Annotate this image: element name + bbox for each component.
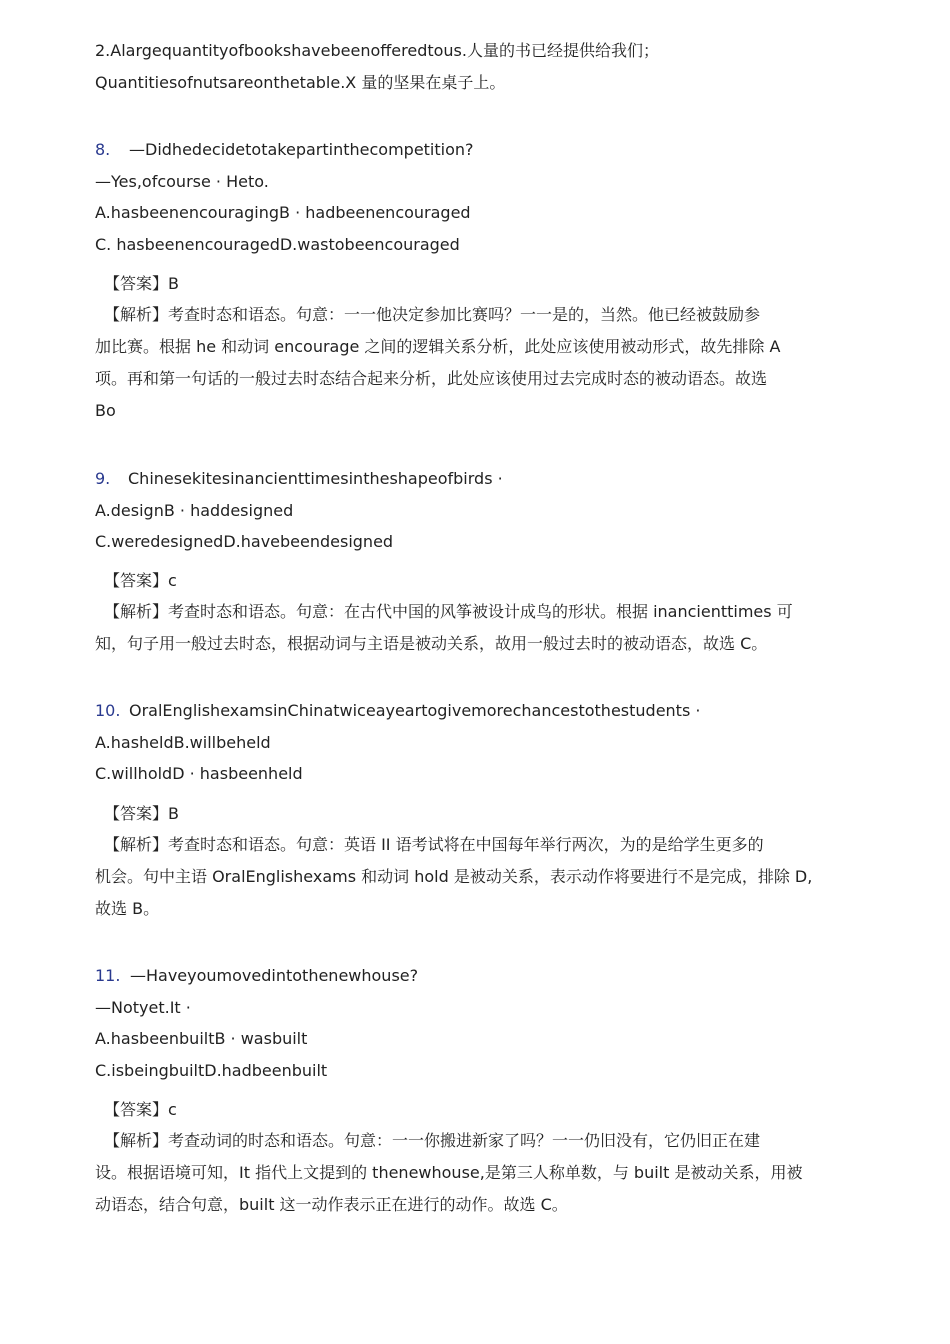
question-8-options-cd: C. hasbeenencouragedD.wastobeencouraged bbox=[95, 235, 460, 254]
question-text: —Haveyoumovedintothenewhouse? bbox=[130, 966, 419, 985]
intro-line-2: Quantitiesofnutsareonthetable.X 量的坚果在桌子上。 bbox=[95, 73, 506, 92]
answer-label: 【答案】B bbox=[104, 274, 179, 293]
question-text: Chinesekitesinancienttimesintheshapeofbirds · bbox=[128, 469, 503, 488]
analysis-line: 机会。句中主语 OralEnglishexams 和动词 hold 是被动关系，表示动作将要进行不是完成，排除 D, bbox=[95, 867, 813, 886]
analysis-line: 动语态，结合句意，built 这一动作表示正在进行的动作。故选 C。 bbox=[95, 1195, 568, 1214]
question-10-stem bbox=[95, 700, 700, 722]
analysis-line: Bo bbox=[95, 401, 116, 420]
question-8-analysis bbox=[95, 299, 855, 427]
analysis-line: 项。再和第一句话的一般过去时态结合起来分析，此处应该使用过去完成时态的被动语态。故选 bbox=[95, 369, 768, 388]
question-9-stem bbox=[95, 468, 503, 490]
question-11-reply: —Notyet.It · bbox=[95, 998, 191, 1017]
question-11-answer bbox=[95, 1099, 177, 1121]
question-8-answer bbox=[95, 273, 179, 295]
analysis-line: 【解析】考查时态和语态。句意：一一他决定参加比赛吗？一一是的，当然。他已经被鼓励参 bbox=[104, 305, 761, 324]
question-8-options-ab: A.hasbeenencouragingB · hadbeenencouraged bbox=[95, 203, 471, 222]
question-number: 8. bbox=[95, 140, 111, 159]
question-10-options-ab: A.hasheldB.willbeheld bbox=[95, 733, 271, 752]
answer-label: 【答案】c bbox=[104, 571, 177, 590]
analysis-line: 故选 B。 bbox=[95, 899, 160, 918]
question-11-stem bbox=[95, 965, 418, 987]
question-9-options-ab: A.designB · haddesigned bbox=[95, 501, 294, 520]
answer-label: 【答案】c bbox=[104, 1100, 177, 1119]
question-8-reply: —Yes,ofcourse · Heto. bbox=[95, 172, 269, 191]
question-10-analysis bbox=[95, 829, 855, 925]
analysis-line: 【解析】考查动词的时态和语态。句意：一一你搬进新家了吗？一一仍旧没有，它仍旧正在建 bbox=[104, 1131, 761, 1150]
question-9-analysis bbox=[95, 596, 855, 660]
question-text: OralEnglishexamsinChinatwiceayeartogivemorechancestothestudents · bbox=[129, 701, 701, 720]
question-11-analysis bbox=[95, 1125, 855, 1221]
analysis-line: 【解析】考查时态和语态。句意：在古代中国的风筝被设计成鸟的形状。根据 inancienttimes 可 bbox=[104, 602, 793, 621]
question-8-stem bbox=[95, 139, 474, 161]
question-11-options-ab: A.hasbeenbuiltB · wasbuilt bbox=[95, 1029, 308, 1048]
analysis-line: 加比赛。根据 he 和动词 encourage 之间的逻辑关系分析，此处应该使用被动形式，故先排除 A bbox=[95, 337, 781, 356]
question-9-options-cd: C.weredesignedD.havebeendesigned bbox=[95, 532, 394, 551]
analysis-line: 知，句子用一般过去时态，根据动词与主语是被动关系，故用一般过去时的被动语态，故选 C。 bbox=[95, 634, 768, 653]
analysis-line: 【解析】考查时态和语态。句意：英语 II 语考试将在中国每年举行两次，为的是给学生更多的 bbox=[104, 835, 764, 854]
question-9-answer bbox=[95, 570, 177, 592]
intro-line-1: 2.Alargequantityofbookshavebeenofferedtous.人量的书已经提供给我们； bbox=[95, 41, 659, 60]
question-11-options-cd: C.isbeingbuiltD.hadbeenbuilt bbox=[95, 1061, 328, 1080]
question-number: 11. bbox=[95, 966, 121, 985]
analysis-line: 设。根据语境可知，It 指代上文提到的 thenewhouse,是第三人称单数，与 built 是被动关系，用被 bbox=[95, 1163, 803, 1182]
question-number: 10. bbox=[95, 701, 121, 720]
answer-label: 【答案】B bbox=[104, 804, 179, 823]
question-10-answer bbox=[95, 803, 179, 825]
question-number: 9. bbox=[95, 469, 111, 488]
question-text: —Didhedecidetotakepartinthecompetition? bbox=[129, 140, 474, 159]
question-10-options-cd: C.willholdD · hasbeenheld bbox=[95, 764, 303, 783]
